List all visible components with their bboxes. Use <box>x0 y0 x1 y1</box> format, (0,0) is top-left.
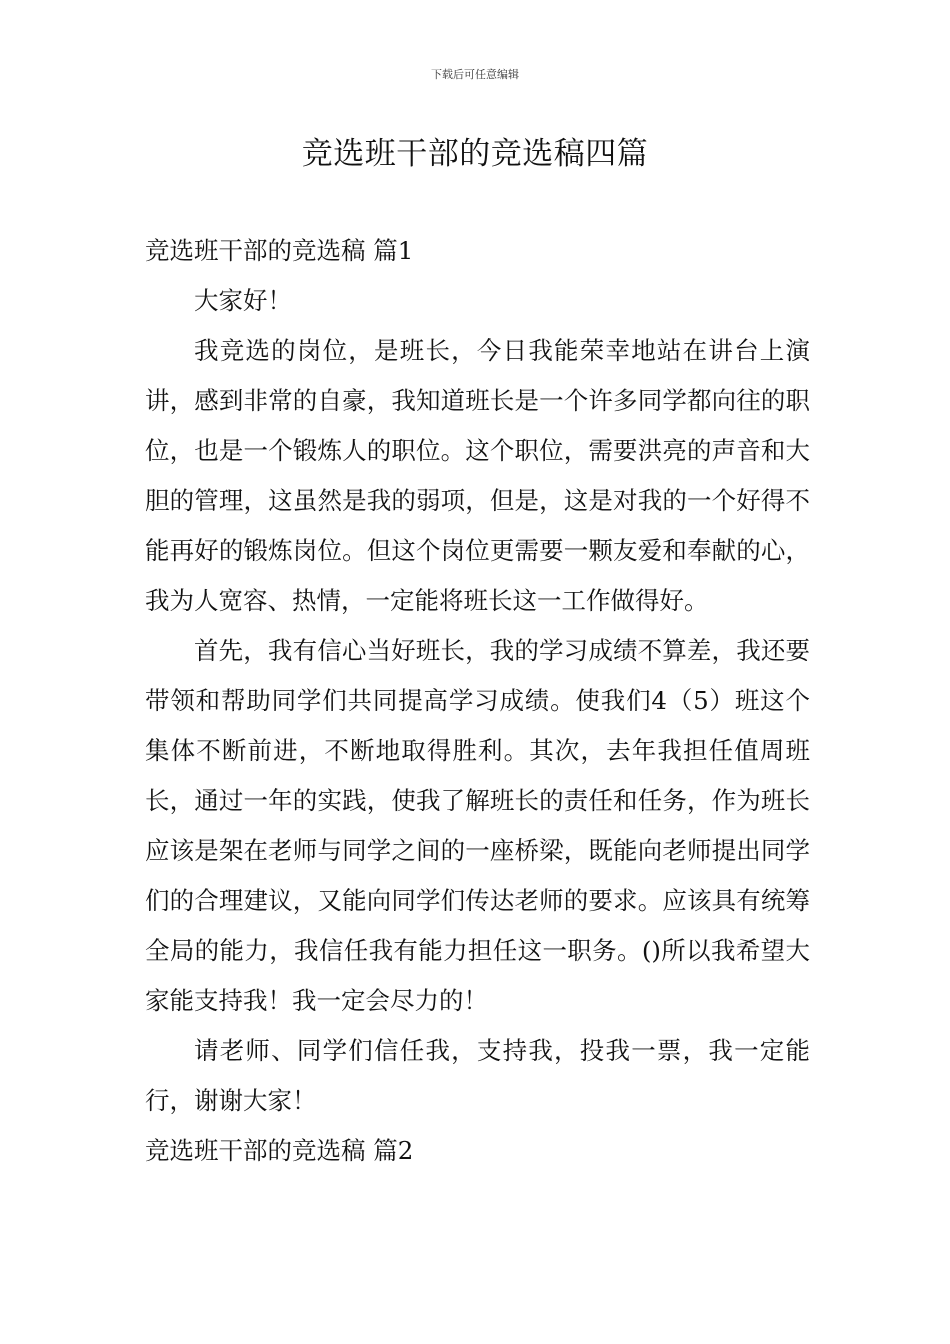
document-body <box>145 226 810 1176</box>
paragraph-closing: 请老师、同学们信任我，支持我，投我一票，我一定能行，谢谢大家！ <box>145 1036 810 1115</box>
paragraph-qualifications: 首先，我有信心当好班长，我的学习成绩不算差，我还要带领和帮助同学们共同提高学习成绩。使我们4（5）班这个集体不断前进，不断地取得胜利。其次，去年我担任值周班长，通过一年的实践，使我了解班长的责任和任务，作为班长应该是架在老师与同学之间的一座桥梁，既能向老师提出同学们的合理建议，又能向同学们传达老师的要求。应该具有统筹全局的能力，我信任我有能力担任这一职务。()所以我希望大家能支持我！我一定会尽力的！ <box>145 636 810 1015</box>
paragraph-position: 我竞选的岗位，是班长，今日我能荣幸地站在讲台上演讲，感到非常的自豪，我知道班长是一个许多同学都向往的职位，也是一个锻炼人的职位。这个职位，需要洪亮的声音和大胆的管理，这虽然是我的弱项，但是，这是对我的一个好得不能再好的锻炼岗位。但这个岗位更需要一颗友爱和奉献的心，我为人宽容、热情，一定能将班长这一工作做得好。 <box>145 336 810 615</box>
paragraph-greeting: 大家好！ <box>194 286 292 315</box>
section-heading-1: 竞选班干部的竞选稿 篇1 <box>145 236 414 265</box>
document-title: 竞选班干部的竞选稿四篇 <box>301 136 649 172</box>
header-note: 下载后可任意编辑 <box>431 68 519 81</box>
section-heading-2: 竞选班干部的竞选稿 篇2 <box>145 1136 414 1165</box>
